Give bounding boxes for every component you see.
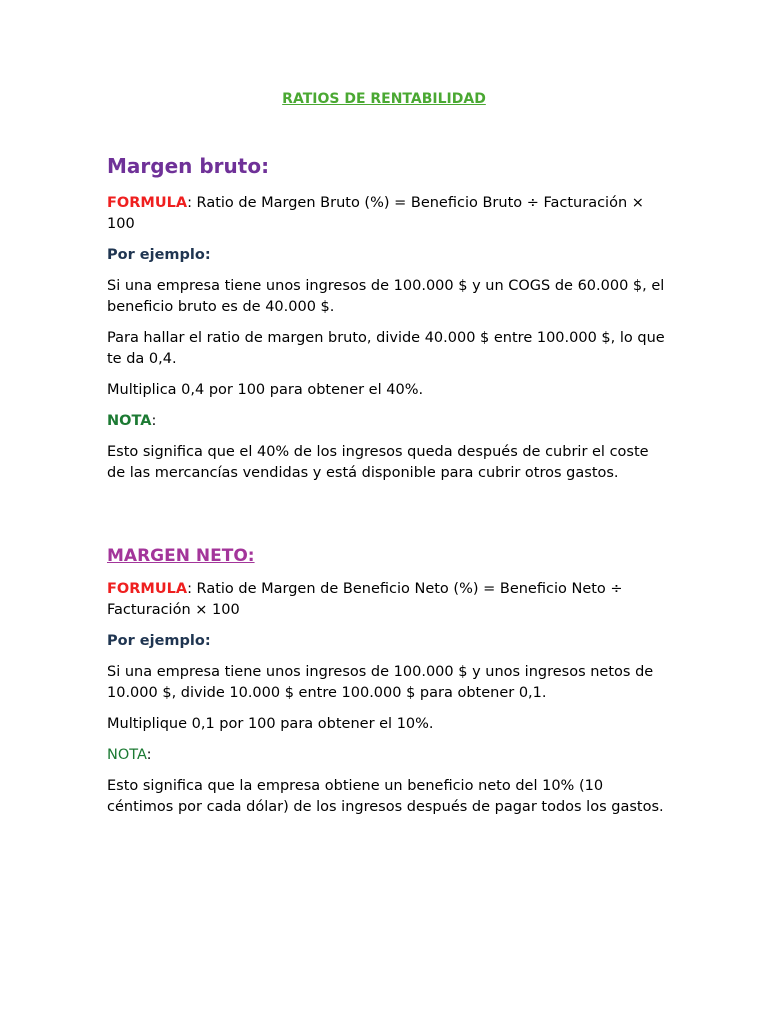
net-margin-note-text: Esto significa que la empresa obtiene un beneficio neto del 10% (10 céntimos por cada dólar) de los ingresos después de pagar todos los gastos.	[107, 778, 664, 815]
net-margin-example-1: Si una empresa tiene unos ingresos de 100.000 $ y unos ingresos netos de 10.000 $, divide 10.000 $ entre 100.000 $ para obtener 0,1.	[107, 664, 654, 701]
example-label: Por ejemplo:	[107, 247, 211, 263]
net-margin-example-2: Multiplique 0,1 por 100 para obtener el 10%.	[107, 716, 434, 732]
net-margin-heading: MARGEN NETO:	[107, 546, 255, 566]
net-margin-example-label	[107, 631, 667, 652]
note-colon: :	[146, 747, 152, 763]
note-label: NOTA	[107, 413, 152, 429]
gross-margin-formula	[107, 193, 667, 235]
formula-text: : Ratio de Margen de Beneficio Neto (%) = Beneficio Neto ÷ Facturación × 100	[107, 581, 623, 618]
formula-label: FORMULA	[107, 581, 188, 597]
gross-margin-example-2: Para hallar el ratio de margen bruto, divide 40.000 $ entre 100.000 $, lo que te da 0,4.	[107, 330, 665, 367]
net-margin-section	[107, 544, 667, 828]
note-colon: :	[151, 413, 157, 429]
gross-margin-heading: Margen bruto:	[107, 154, 270, 178]
gross-margin-example-3: Multiplica 0,4 por 100 para obtener el 40%.	[107, 382, 424, 398]
gross-margin-note-text: Esto significa que el 40% de los ingresos queda después de cubrir el coste de las mercancías vendidas y está disponible para cubrir otros gastos.	[107, 444, 649, 481]
net-margin-note-label	[107, 745, 667, 766]
formula-text: : Ratio de Margen Bruto (%) = Beneficio Bruto ÷ Facturación × 100	[107, 195, 644, 232]
gross-margin-example-1: Si una empresa tiene unos ingresos de 100.000 $ y un COGS de 60.000 $, el beneficio bruto es de 40.000 $.	[107, 278, 665, 315]
document-title: RATIOS DE RENTABILIDAD	[282, 91, 486, 107]
formula-label: FORMULA	[107, 195, 188, 211]
net-margin-formula	[107, 579, 667, 621]
note-label: NOTA	[107, 747, 147, 763]
gross-margin-note-label	[107, 411, 667, 432]
gross-margin-example-label	[107, 245, 667, 266]
gross-margin-section	[107, 153, 667, 494]
example-label: Por ejemplo:	[107, 633, 211, 649]
